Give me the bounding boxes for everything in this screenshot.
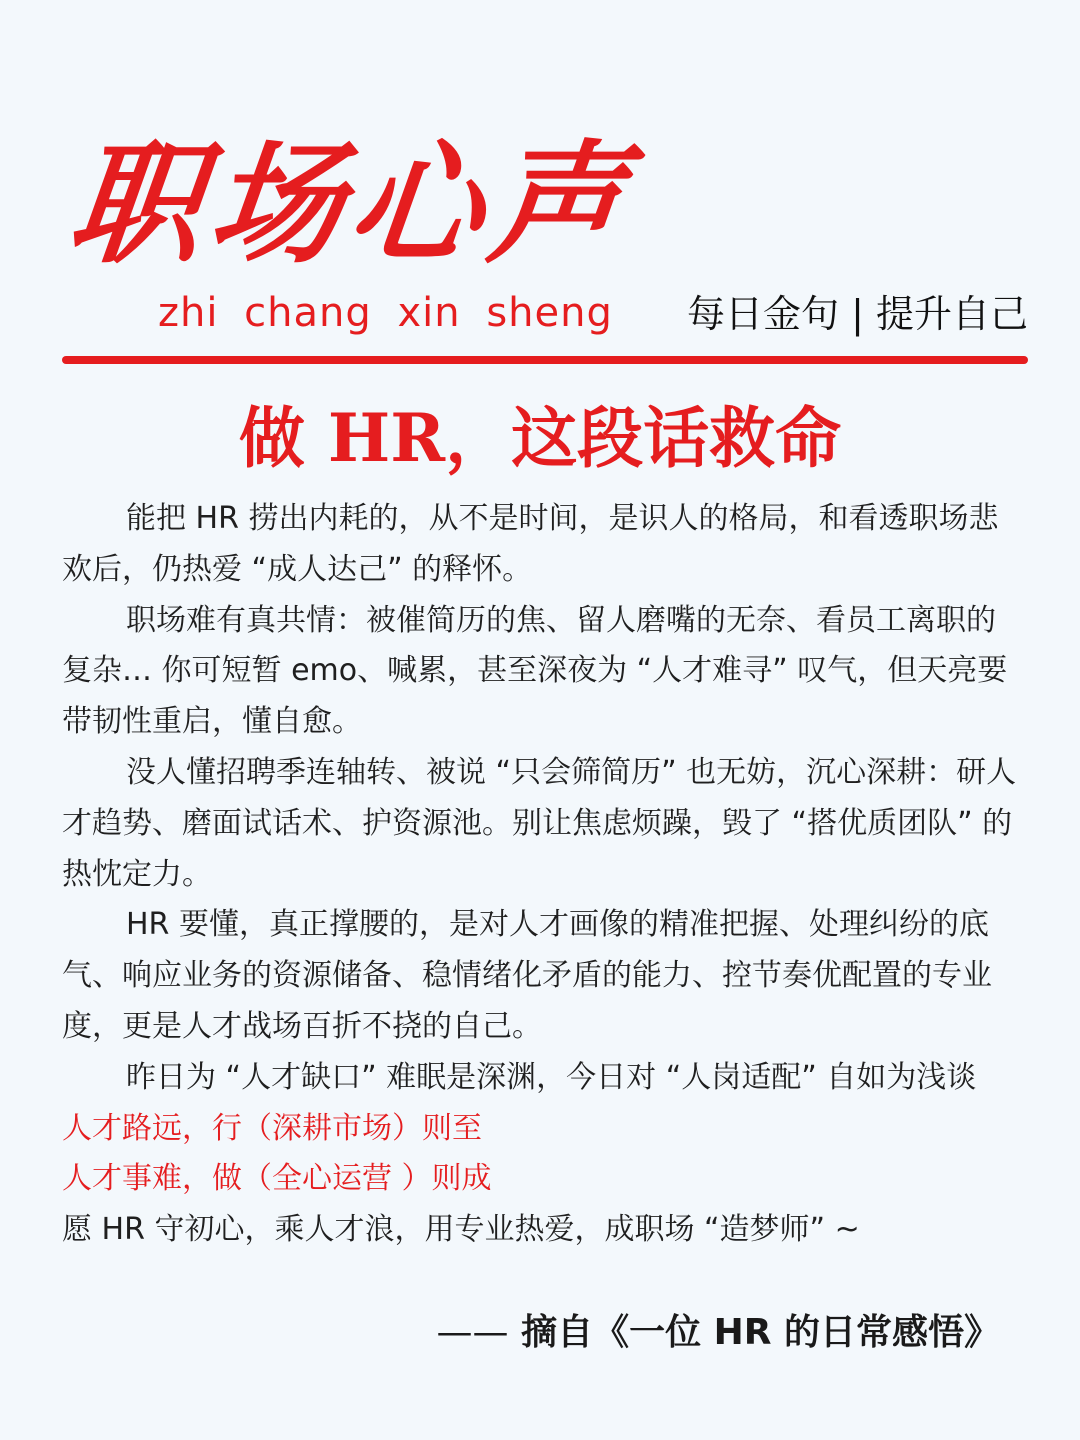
paragraph: 职场难有真共情：被催简历的焦、留人磨嘴的无奈、看员工离职的复杂… 你可短暂 emo、喊累，甚至深夜为 “人才难寻” 叹气，但天亮要带韧性重启，懂自愈。 [62, 602, 1008, 740]
article-body [62, 494, 1024, 1256]
paragraph: 能把 HR 捞出内耗的，从不是时间，是识人的格局，和看透职场悲欢后，仍热爱 “成人达己” 的释怀。 [62, 501, 999, 587]
calligraphy-title: 职场心声 [61, 127, 639, 282]
article-headline: 做 HR，这段话救命 [238, 399, 842, 477]
tagline: 每日金句 | 提升自己 [687, 292, 1028, 336]
paragraph: 昨日为 “人才缺口” 难眠是深渊，今日对 “人岗适配” 自如为浅谈 [126, 1059, 977, 1095]
highlight-line: 人才路远，行（深耕市场）则至 [62, 1110, 482, 1146]
highlight-line: 人才事难，做（全心运营 ）则成 [62, 1161, 492, 1197]
paragraph: HR 要懂，真正撑腰的，是对人才画像的精准把握、处理纠纷的底气、响应业务的资源储备、稳情绪化矛盾的能力、控节奏优配置的专业度，更是人才战场百折不挠的自己。 [62, 907, 992, 1044]
closing-line: 愿 HR 守初心，乘人才浪，用专业热爱，成职场 “造梦师” ~ [62, 1212, 860, 1248]
attribution-source: 摘自《一位 HR 的日常感悟》 [508, 1312, 1000, 1353]
pinyin-subtitle: zhi chang xin sheng [158, 290, 613, 336]
divider-rule [62, 356, 1028, 364]
paragraph: 没人懂招聘季连轴转、被说 “只会筛简历” 也无妨，沉心深耕：研人才趋势、磨面试话术、护资源池。别让焦虑烦躁，毁了 “搭优质团队” 的热忱定力。 [62, 754, 1017, 892]
attribution [437, 1308, 1000, 1358]
attribution-dash: —— [436, 1312, 509, 1353]
